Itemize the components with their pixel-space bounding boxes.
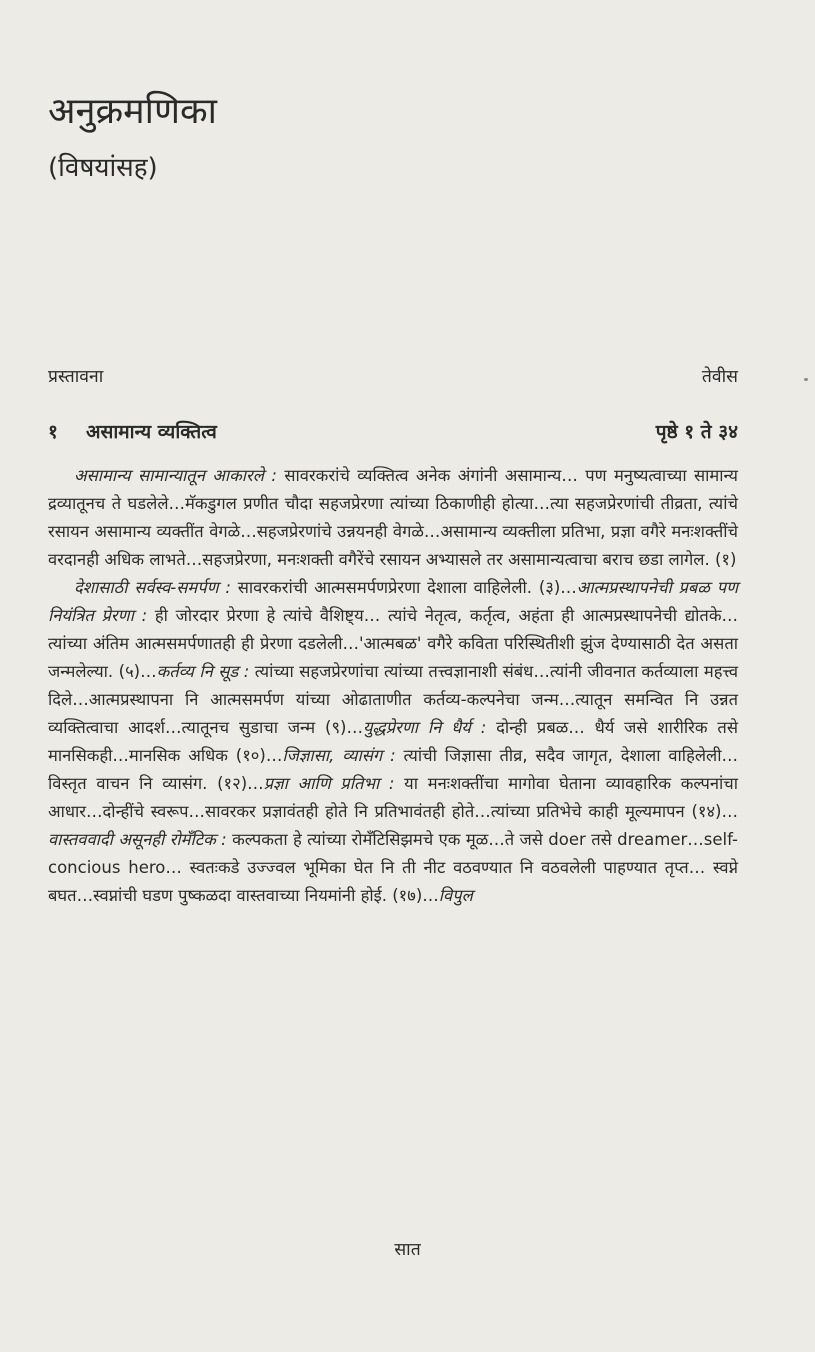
- topic-summary: त्यांची जिज्ञासा तीव्र, सदैव जागृत, देशाला वाहिलेली…विस्तृत वाचन नि व्यासंग. (१२)…: [48, 746, 738, 793]
- topic-summary: त्यांच्या सहजप्रेरणांचा त्यांच्या तत्त्वज्ञानाशी संबंध…त्यांनी जीवनात कर्तव्याला महत्त्व दिले…आत्मप्रस्थापना नि आत्मसमर्पण यांच्या ओढाताणीत कर्तव्य-कल्पनेचा जन्म…त्यातून समन्वित नि उन्नत व्यक्तित्वाचा आदर्श…त्यातूनच सुडाचा जन्म (९)…: [48, 662, 739, 737]
- chapter-title: असामान्य व्यक्तित्व: [86, 421, 217, 443]
- page-title: अनुक्रमणिका: [48, 91, 217, 132]
- chapter-number: १: [48, 421, 58, 443]
- topic-summary: सावरकरांची आत्मसमर्पणप्रेरणा देशाला वाहिलेली. (३)…: [230, 578, 577, 597]
- paper-speck: [804, 378, 808, 381]
- chapter-entry: [48, 418, 738, 444]
- contents-paragraph: [48, 574, 738, 910]
- preface-page: तेवीस: [701, 367, 738, 387]
- contents-body: [48, 462, 738, 910]
- topic-heading: युद्धप्रेरणा नि धैर्य :: [362, 718, 487, 737]
- topic-heading: आत्मप्रस्थापनेची प्रबळ पण नियंत्रित प्रेरणा :: [48, 578, 738, 625]
- topic-heading: कर्तव्य नि सूड :: [156, 662, 250, 681]
- topic-summary: सावरकरांचे व्यक्तित्व अनेक अंगांनी असामान्य… पण मनुष्यत्वाच्या सामान्य द्रव्यातूनच ते घडलेले…मॅकडुगल प्रणीत चौदा सहजप्रेरणा त्यांच्या ठिकाणीही होत्या…त्या सहजप्रेरणांची तीव्रता, त्यांचे रसायन असामान्य व्यक्तींत वेगळे…सहजप्रेरणांचे उन्नयनही वेगळे…असामान्य व्यक्तीला प्रतिभा, प्रज्ञा वगैरे मनःशक्तींचे वरदानही अधिक लाभते…सहजप्रेरणा, मनःशक्ती वगैरेंचे रसायन अभ्यासले तर असामान्यत्वाचा बराच छडा लागेल. (१): [48, 466, 738, 569]
- topic-heading: विपुल: [438, 886, 473, 905]
- page-subtitle: (विषयांसह): [48, 153, 158, 183]
- contents-paragraph: [48, 462, 738, 574]
- chapter-pages: पृष्ठे १ ते ३४: [655, 421, 738, 443]
- topic-heading: जिज्ञासा, व्यासंग :: [282, 746, 396, 765]
- topic-summary: दोन्ही प्रबळ… धैर्य जसे शारीरिक तसे मानसिकही…मानसिक अधिक (१०)…: [48, 718, 738, 765]
- topic-heading: प्रज्ञा आणि प्रतिभा :: [263, 774, 395, 793]
- topic-heading: देशासाठी सर्वस्व-समर्पण :: [74, 578, 231, 597]
- topic-heading: असामान्य सामान्यातून आकारले :: [74, 466, 277, 485]
- topic-summary: या मनःशक्तींचा मागोवा घेताना व्यावहारिक कल्पनांचा आधार…दोन्हींचे स्वरूप…सावरकर प्रज्ञावंतही होते नि प्रतिभावंतही होते…त्यांच्या प्रतिभेचे काही मूल्यमापन (१४)…: [48, 774, 738, 821]
- topic-heading: वास्तववादी असूनही रोमँटिक :: [48, 830, 227, 849]
- topic-summary: कल्पकता हे त्यांच्या रोमँटिसिझमचे एक मूळ…ते जसे doer तसे dreamer…self-concious hero… स्वतःकडे उज्ज्वल भूमिका घेत नि ती नीट वठवण्यात नि वठवलेली पाहण्यात तृप्त… स्वप्ने बघत…स्वप्नांची घडण पुष्कळदा वास्तवाच्या नियमांनी होई. (१७)…: [48, 830, 738, 905]
- chapter-heading: [48, 418, 217, 444]
- page-number: सात: [394, 1240, 421, 1260]
- preface-label: प्रस्तावना: [48, 367, 104, 387]
- topic-summary: ही जोरदार प्रेरणा हे त्यांचे वैशिष्ट्य… त्यांचे नेतृत्व, कर्तृत्व, अहंता ही आत्मप्रस्थापनेची द्योतके…त्यांच्या अंतिम आत्मसमर्पणातही ही प्रेरणा दडलेली…'आत्मबळ' वगैरे कविता परिस्थितीशी झुंज देण्यासाठी देत असता जन्मलेल्या. (५)…: [48, 606, 738, 681]
- preface-entry: [48, 364, 738, 388]
